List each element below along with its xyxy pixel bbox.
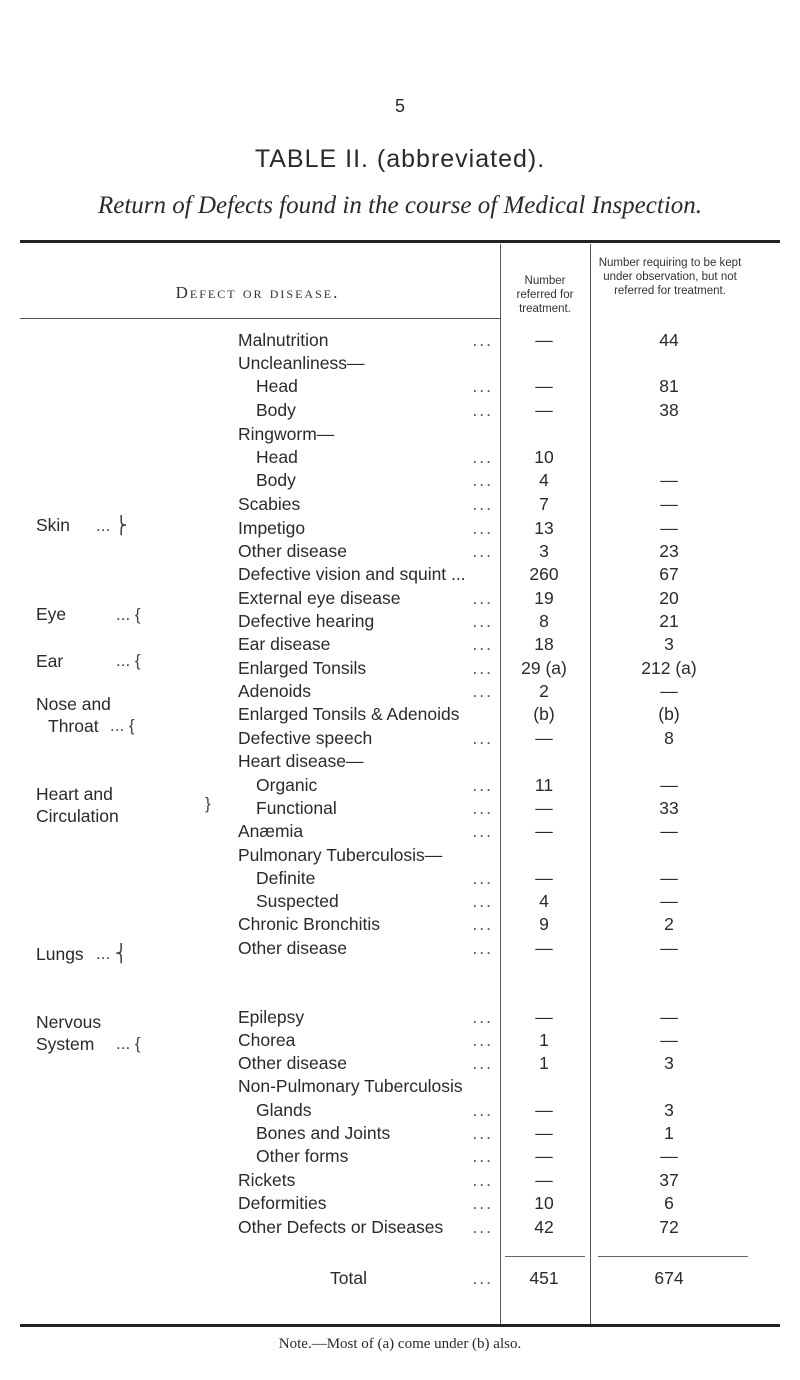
page-number: 5 [394,96,405,116]
row-label: Functional [256,798,337,818]
table-row [0,564,800,588]
top-rule [20,240,780,243]
row-referred: — [535,798,553,818]
lungs-brace: ... ⎨ [96,944,128,963]
row-observation: (b) [658,704,680,724]
row-label: Adenoids [238,681,311,701]
row-dots: ... [472,1007,493,1027]
table-row [0,424,800,448]
row-label: Non-Pulmonary Tuberculosis [238,1076,463,1096]
row-label: Pulmonary Tuberculosis— [238,845,443,865]
row-label: Organic [256,775,318,795]
table-row [0,891,800,915]
row-label: Defective hearing [238,611,375,631]
table-row [0,1076,800,1100]
table-row [0,1123,800,1147]
row-referred: 9 [539,914,549,934]
row-observation: 37 [659,1170,679,1190]
row-label: Ringworm— [238,424,335,444]
row-label: Defective speech [238,728,373,748]
row-label: Other Defects or Diseases [238,1217,444,1237]
row-observation: — [660,494,678,514]
row-referred: 4 [539,891,549,911]
group-eye: Eye [36,604,67,624]
table-row [0,914,800,938]
row-dots: ... [472,891,493,911]
row-observation: 67 [659,564,679,584]
row-observation: — [660,1007,678,1027]
row-label: Body [256,470,296,490]
row-referred: 10 [534,447,554,467]
row-referred: 13 [534,518,554,538]
heart-brace: } [205,794,211,813]
nervous-brace: ... { [116,1034,141,1053]
table-row [0,494,800,518]
footnote: Note.—Most of (a) come under (b) also. [278,1336,522,1352]
row-observation: 8 [664,728,674,748]
table-row [0,588,800,612]
row-referred: 4 [539,470,549,490]
row-referred: 3 [539,541,549,561]
row-label: Chronic Bronchitis [238,914,380,934]
row-referred: 1 [539,1053,549,1073]
table-row [0,751,800,775]
row-observation: — [660,681,678,701]
table-row [0,634,800,658]
total-observation: 674 [654,1268,684,1288]
row-observation: — [660,938,678,958]
row-observation: — [660,1146,678,1166]
row-referred: (b) [533,704,555,724]
group-heart: Heart and [36,784,113,804]
row-label: External eye disease [238,588,401,608]
row-dots: ... [472,541,493,561]
row-referred: — [535,938,553,958]
row-dots: ... [472,1170,493,1190]
group-skin: Skin [36,515,71,535]
row-dots: ... [472,1030,493,1050]
table-row [0,938,800,962]
row-observation: 44 [659,330,679,350]
total-rule-1 [505,1256,585,1257]
total-referred: 451 [529,1268,559,1288]
table-row [0,1193,800,1217]
row-label: Head [256,376,298,396]
row-referred: — [535,1146,553,1166]
table-row [0,330,800,354]
row-referred: 18 [534,634,554,654]
row-referred: — [535,821,553,841]
row-dots: ... [472,1146,493,1166]
table-title: TABLE II. (abbreviated). [254,145,546,173]
table-row [0,541,800,565]
row-observation: — [660,775,678,795]
row-referred: — [535,1170,553,1190]
row-label: Impetigo [238,518,306,538]
row-referred: 260 [529,564,559,584]
row-referred: — [535,400,553,420]
table-row [0,775,800,799]
row-label: Other forms [256,1146,349,1166]
skin-brace: ... ⎬ [96,516,128,535]
row-label: Deformities [238,1193,327,1213]
row-observation: 20 [659,588,679,608]
table-subtitle: Return of Defects found in the course of Medical Inspection. [97,192,703,219]
row-dots: ... [472,588,493,608]
table-row [0,821,800,845]
table-row [0,376,800,400]
row-observation: — [660,891,678,911]
row-dots: ... [472,634,493,654]
row-referred: — [535,1123,553,1143]
table-row [0,1217,800,1241]
row-dots: ... [472,494,493,514]
row-observation: — [660,1030,678,1050]
group-lungs: Lungs [36,944,84,964]
row-label: Defective vision and squint ... [238,564,466,584]
row-referred: — [535,330,553,350]
table-row [0,1100,800,1124]
row-dots: ... [472,400,493,420]
row-observation: 33 [659,798,679,818]
row-observation: 1 [664,1123,674,1143]
row-referred: 19 [534,588,554,608]
group-ear: Ear [36,651,64,671]
row-dots: ... [472,868,493,888]
group-system: System [36,1034,95,1054]
table-row [0,470,800,494]
table-row [0,353,800,377]
row-dots: ... [472,821,493,841]
table-row [0,845,800,869]
row-dots: ... [472,447,493,467]
row-label: Scabies [238,494,301,514]
table-row [0,681,800,705]
row-label: Malnutrition [238,330,329,350]
row-label: Epilepsy [238,1007,305,1027]
row-referred: 10 [534,1193,554,1213]
total-row [0,1268,800,1292]
row-referred: 11 [534,775,554,795]
row-dots: ... [472,1123,493,1143]
row-referred: 7 [539,494,549,514]
row-referred: — [535,868,553,888]
row-label: Enlarged Tonsils & Adenoids [238,704,460,724]
table-row [0,400,800,424]
row-label: Enlarged Tonsils [238,658,367,678]
table-row [0,798,800,822]
total-label: Total [330,1268,367,1288]
row-referred: 2 [539,681,549,701]
row-label: Ear disease [238,634,331,654]
row-label: Other disease [238,541,347,561]
row-dots: ... [472,376,493,396]
row-dots: ... [472,611,493,631]
row-label: Other disease [238,1053,347,1073]
header-observation: Number requiring to be kept under observation, but not referred for treatment. [598,257,742,297]
row-label: Other disease [238,938,347,958]
row-referred: 42 [534,1217,554,1237]
row-dots: ... [472,1100,493,1120]
row-observation: 3 [664,1053,674,1073]
row-referred: — [535,1100,553,1120]
row-observation: — [660,821,678,841]
table-row [0,868,800,892]
row-observation: 2 [664,914,674,934]
nose-brace: ... { [110,716,135,735]
row-label: Uncleanliness— [238,353,365,373]
total-dots: ... [472,1268,493,1288]
table-row [0,447,800,471]
row-observation: 6 [664,1193,674,1213]
row-referred: — [535,376,553,396]
row-dots: ... [472,330,493,350]
group-throat: Throat [48,716,99,736]
row-dots: ... [472,518,493,538]
row-label: Heart disease— [238,751,364,771]
row-dots: ... [472,658,493,678]
row-observation: — [660,518,678,538]
row-label: Head [256,447,298,467]
table-row [0,1170,800,1194]
table-row [0,1030,800,1054]
header-rule [20,318,500,319]
table-row [0,1146,800,1170]
row-observation: 81 [659,376,679,396]
table-row [0,728,800,752]
row-dots: ... [472,938,493,958]
row-observation: 3 [664,634,674,654]
table-row [0,611,800,635]
row-label: Anæmia [238,821,304,841]
row-label: Definite [256,868,316,888]
group-nose: Nose and [36,694,111,714]
row-dots: ... [472,681,493,701]
row-label: Suspected [256,891,339,911]
table-row [0,704,800,728]
row-dots: ... [472,1217,493,1237]
row-observation: — [660,868,678,888]
total-rule-2 [598,1256,748,1257]
bottom-rule [20,1324,780,1327]
eye-brace: ... { [116,605,141,624]
row-referred: 1 [539,1030,549,1050]
row-label: Glands [256,1100,312,1120]
row-observation: — [660,470,678,490]
row-referred: 8 [539,611,549,631]
row-label: Chorea [238,1030,296,1050]
row-referred: — [535,1007,553,1027]
row-label: Rickets [238,1170,296,1190]
row-dots: ... [472,1053,493,1073]
row-observation: 21 [659,611,679,631]
ear-brace: ... { [116,651,141,670]
row-observation: 3 [664,1100,674,1120]
table-row [0,1053,800,1077]
row-dots: ... [472,470,493,490]
row-observation: 72 [659,1217,679,1237]
row-referred: 29 (a) [521,658,567,678]
row-dots: ... [472,775,493,795]
group-circulation: Circulation [36,806,119,826]
row-label: Bones and Joints [256,1123,391,1143]
header-referred: Number referred for treatment. [516,275,574,315]
row-observation: 212 (a) [641,658,697,678]
row-label: Body [256,400,296,420]
row-dots: ... [472,728,493,748]
row-dots: ... [472,1193,493,1213]
group-nervous: Nervous [36,1012,102,1032]
row-observation: 23 [659,541,679,561]
row-dots: ... [472,914,493,934]
table-row [0,658,800,682]
table-row [0,518,800,542]
row-dots: ... [472,798,493,818]
row-referred: — [535,728,553,748]
row-observation: 38 [659,400,679,420]
header-defect: Defect or disease. [175,283,340,302]
table-row [0,1007,800,1031]
